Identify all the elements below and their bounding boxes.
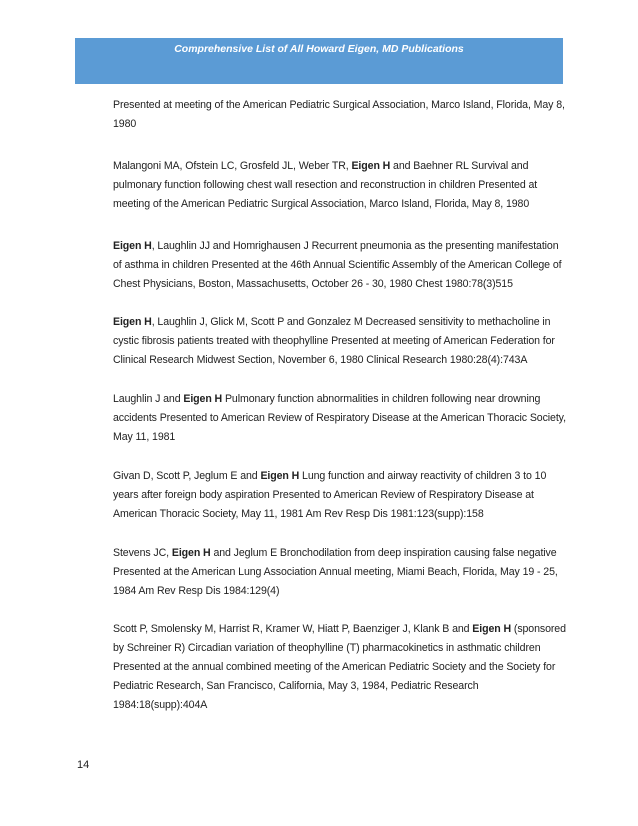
publication-entry	[113, 467, 569, 524]
entry-text: Givan D, Scott P, Jeglum E and	[113, 470, 261, 482]
entry-text: and Jeglum E Bronchodilation from deep inspiration causing false negative Presented at the American Lung Association Annual meeting, Miami Beach, Florida, May 19 - 25, 1984 Am Rev Resp Dis 1984:129(4)	[113, 547, 558, 597]
author-highlight: Eigen H	[472, 623, 512, 635]
publication-entry	[113, 237, 569, 294]
author-highlight: Eigen H	[171, 547, 211, 559]
entry-text: Malangoni MA, Ofstein LC, Grosfeld JL, Weber TR,	[113, 160, 352, 172]
entry-text: Pulmonary function abnormalities in children following near drowning accidents Presented to American Review of Respiratory Disease at the American Thoracic Society, May 11, 1981	[113, 393, 566, 443]
author-highlight: Eigen H	[260, 470, 300, 482]
author-highlight: Eigen H	[113, 316, 152, 328]
publication-entry	[113, 390, 569, 447]
entry-text: and Baehner RL Survival and pulmonary function following chest wall resection and reconstruction in children Presented at meeting of the American Pediatric Surgical Association, Marco Island, Florida, May 8, 1980	[113, 160, 538, 210]
entry-text: Lung function and airway reactivity of children 3 to 10 years after foreign body aspiration Presented to American Review of Respiratory Disease at American Thoracic Society, May 11, 1981 Am Rev Resp Dis 1981:123(supp):158	[113, 470, 547, 520]
author-highlight: Eigen H	[113, 240, 152, 252]
entry-text: Laughlin J and	[113, 393, 184, 405]
author-highlight: Eigen H	[183, 393, 223, 405]
document-title: Comprehensive List of All Howard Eigen, MD Publications	[174, 43, 464, 55]
entry-text: (sponsored by Schreiner R) Circadian variation of theophylline (T) pharmacokinetics in asthmatic children Presented at the annual combined meeting of the American Pediatric Society and the Society for Pediatric Research, San Francisco, California, May 3, 1984, Pediatric Research 1984:18(supp):404A	[113, 623, 566, 711]
entry-text: Presented at meeting of the American Pediatric Surgical Association, Marco Island, Florida, May 8, 1980	[113, 99, 565, 130]
publication-entry	[113, 96, 569, 134]
header-banner	[75, 38, 563, 84]
publication-entry	[113, 157, 569, 214]
author-highlight: Eigen H	[351, 160, 391, 172]
entry-text: Scott P, Smolensky M, Harrist R, Kramer W, Hiatt P, Baenziger J, Klank B and	[113, 623, 473, 635]
entry-text: Stevens JC,	[113, 547, 172, 559]
page-number: 14	[77, 759, 90, 771]
publication-entry	[113, 620, 569, 715]
entry-text: , Laughlin J, Glick M, Scott P and Gonzalez M Decreased sensitivity to methacholine in cystic fibrosis patients treated with theophylline Presented at meeting of American Federation for Clinical Research Midwest Section, November 6, 1980 Clinical Research 1980:28(4):743A	[113, 316, 555, 366]
publication-entry	[113, 313, 569, 370]
publication-entry	[113, 544, 569, 601]
entry-text: , Laughlin JJ and Homrighausen J Recurrent pneumonia as the presenting manifestation of asthma in children Presented at the 46th Annual Scientific Assembly of the American College of Chest Physicians, Boston, Massachusetts, October 26 - 30, 1980 Chest 1980:78(3)515	[113, 240, 562, 290]
